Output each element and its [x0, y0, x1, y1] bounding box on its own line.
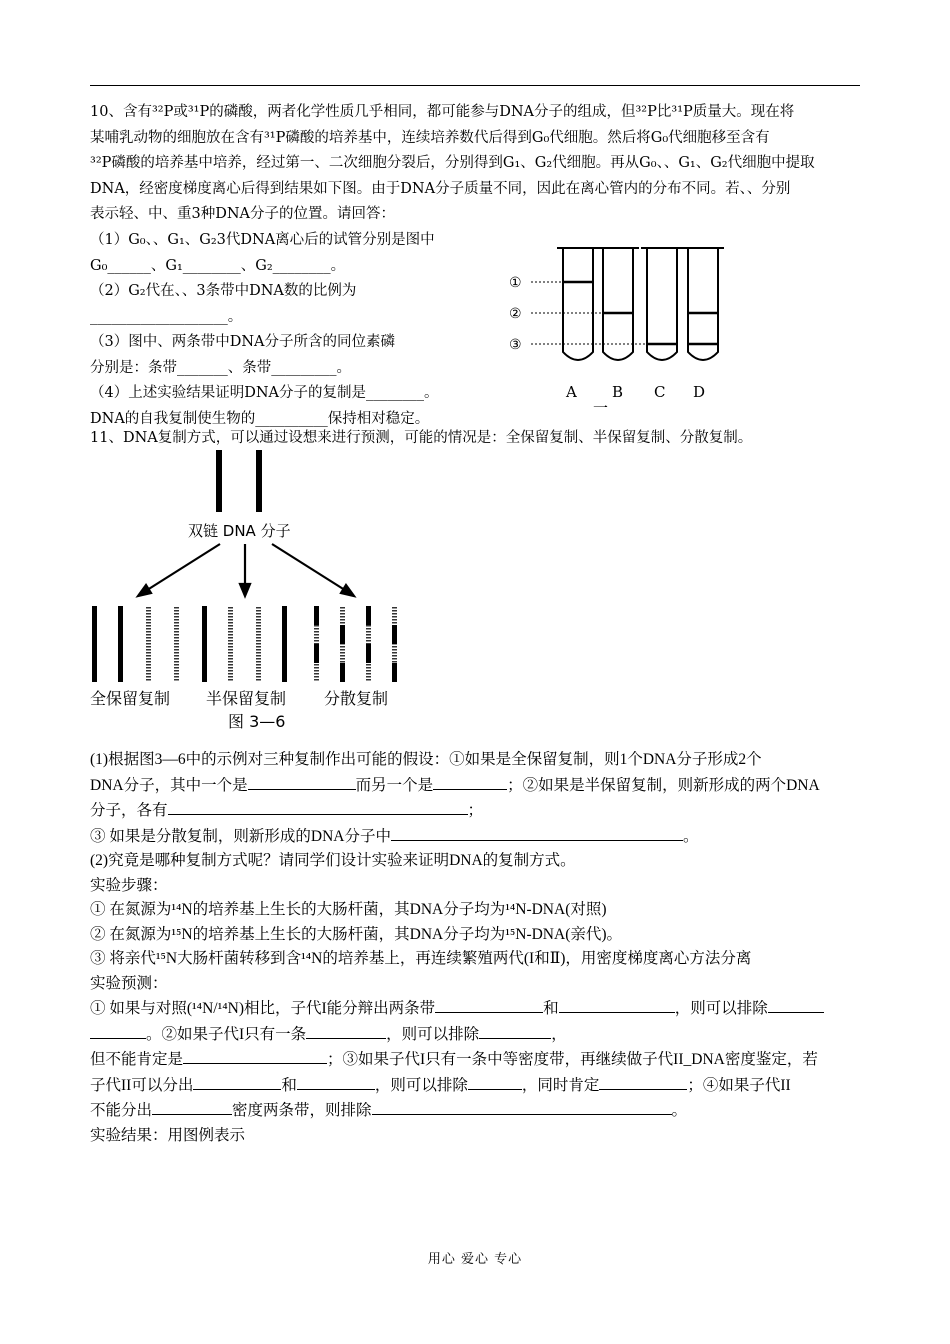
q10-sub2-b: ___________________。 — [90, 308, 243, 325]
blank-exclude-1[interactable] — [768, 996, 824, 1013]
step-1: ① 在氮源为¹⁴N的培养基上生长的大肠杆菌，其DNA分子均为¹⁴N-DNA(对照) — [90, 901, 607, 918]
blank-dispersive[interactable] — [391, 824, 683, 841]
predict-line-1: ① 如果与对照(¹⁴N/¹⁴N)相比，子代I能分辩出两条带 和 ，则可以排除 — [90, 996, 860, 1022]
predict-title: 实验预测： — [90, 974, 168, 992]
q11-p2: (2)究竟是哪种复制方式呢？请同学们设计实验来证明DNA的复制方式。 — [90, 852, 576, 869]
semiconservative-strand-2 — [228, 606, 233, 682]
parent-dna-label: 双链 DNA 分子 — [188, 522, 291, 540]
page-footer: 用心 爱心 专心 — [427, 1252, 523, 1267]
conservative-strand-3 — [146, 606, 151, 682]
label-conservative: 全保留复制 — [90, 689, 171, 708]
blank-uncertain[interactable] — [183, 1047, 327, 1064]
blank-exclude-1-cont[interactable] — [90, 1022, 146, 1039]
replication-figure-3-6 — [80, 448, 410, 738]
blank-gen2-band-2[interactable] — [297, 1073, 375, 1090]
tube-label-c: C — [654, 383, 666, 401]
question-11-intro: 11、DNA复制方式，可以通过设想来进行预测，可能的情况是：全保留复制、半保留复制、分散复制。 — [90, 430, 753, 446]
tube-label-d: D — [693, 383, 706, 401]
step-3: ③ 将亲代¹⁵N大肠杆菌转移到含¹⁴N的培养基上，再连续繁殖两代(I和Ⅱ)，用密度梯度离心方法分离 — [90, 950, 752, 967]
blank-band-2[interactable] — [559, 996, 675, 1013]
q11-p1-line2: DNA分子，其中一个是 而另一个是 ；②如果是半保留复制，则新形成的两个DNA — [90, 773, 860, 799]
semiconservative-strand-1 — [202, 606, 207, 682]
semiconservative-strand-3 — [256, 606, 261, 682]
q10-line-3: ³²P磷酸的培养基中培养，经过第一、二次细胞分裂后，分别得到G₁、G₂代细胞。再从G₀、、G₁、G₂代细胞中提取 — [90, 155, 815, 171]
q11-p1-line4: ③ 如果是分散复制，则新形成的DNA分子中 。 — [90, 824, 860, 850]
conservative-strand-1 — [92, 606, 97, 682]
steps-title: 实验步骤： — [90, 876, 168, 894]
q11-p1-line1: (1)根据图3—6中的示例对三种复制作出可能的假设：①如果是全保留复制，则1个DNA分子形成2个 — [90, 751, 762, 768]
blank-density[interactable] — [152, 1098, 232, 1115]
question-10-stem — [90, 100, 862, 228]
blank-exclude-3[interactable] — [468, 1073, 522, 1090]
blank-exclude-2[interactable] — [479, 1022, 551, 1039]
conservative-strand-4 — [174, 606, 179, 682]
blank-one-band[interactable] — [306, 1022, 386, 1039]
predict-line-3: 但不能肯定是 ；③如果子代I只有一条中等密度带，再继续做子代II_DNA密度鉴定，若 — [90, 1047, 860, 1073]
parent-strand-left — [216, 450, 222, 512]
tube-label-a: A — [566, 383, 577, 401]
marker-2: ② — [509, 306, 522, 322]
label-dispersive: 分散复制 — [324, 689, 389, 708]
centrifuge-tubes-figure — [505, 240, 745, 420]
predict-line-4: 子代II可以分出 和 ，则可以排除 ，同时肯定 ；④如果子代II — [90, 1073, 860, 1099]
blank-semiconservative[interactable] — [168, 798, 468, 815]
tube-b — [603, 248, 633, 360]
semiconservative-strand-4 — [282, 606, 287, 682]
marker-3: ③ — [509, 337, 522, 353]
q10-sub3-b: 分别是：条带_______、条带_________。 — [90, 359, 351, 376]
q10-sub1-a: （1）G₀、、G₁、G₂3代DNA离心后的试管分别是图中 — [90, 232, 435, 248]
dispersive-strands — [314, 606, 397, 682]
tube-a — [563, 248, 593, 360]
tube-caption: 一 — [593, 399, 609, 417]
q10-sub2-a: （2）G₂代在、、3条带中DNA数的比例为 — [90, 283, 357, 299]
predict-line-2: 。②如果子代I只有一条 ，则可以排除 ， — [90, 1022, 860, 1048]
step-2: ② 在氮源为¹⁵N的培养基上生长的大肠杆菌，其DNA分子均为¹⁵N-DNA(亲代)。 — [90, 925, 623, 943]
q10-sub4-b: DNA的自我复制使生物的__________保持相对稳定。 — [90, 410, 430, 427]
blank-gen2-band-1[interactable] — [193, 1073, 281, 1090]
predict-line-5: 不能分出 密度两条带，则排除 。 — [90, 1098, 860, 1124]
blank-exclude-4[interactable] — [372, 1098, 672, 1115]
figure-caption: 图 3—6 — [228, 712, 286, 731]
question-10-subquestions — [90, 228, 490, 432]
conservative-strand-2 — [118, 606, 123, 682]
q10-line-2: 某哺乳动物的细胞放在含有³¹P磷酸的培养基中，连续培养数代后得到G₀代细胞。然后将G₀代细胞移至含有 — [90, 129, 770, 146]
q10-line-4: DNA，经密度梯度离心后得到结果如下图。由于DNA分子质量不同，因此在离心管内的分布不同。若、、分别 — [90, 180, 791, 197]
blank-band-1[interactable] — [435, 996, 543, 1013]
header-rule — [90, 85, 860, 86]
question-11-body — [90, 748, 860, 1148]
marker-1: ① — [509, 275, 522, 291]
blank-conservative-other[interactable] — [433, 773, 507, 790]
q11-p1-line3: 分子，各有 ； — [90, 798, 860, 824]
q10-line-1: 10、含有³²P或³¹P的磷酸，两者化学性质几乎相同，都可能参与DNA分子的组成，但³²P比³¹P质量大。现在将 — [90, 104, 795, 120]
q10-sub1-b: G₀______、G₁________、G₂________。 — [90, 257, 346, 274]
label-semiconservative: 半保留复制 — [206, 689, 287, 708]
result-line: 实验结果：用图例表示 — [90, 1126, 246, 1144]
q10-sub3-a: （3）图中、两条带中DNA分子所含的同位素磷 — [90, 334, 396, 350]
q10-line-5: 表示轻、中、重3种DNA分子的位置。请回答： — [90, 206, 396, 222]
q10-sub4-a: （4）上述实验结果证明DNA分子的复制是________。 — [90, 385, 439, 401]
parent-strand-right — [256, 450, 262, 512]
blank-confirm[interactable] — [599, 1073, 687, 1090]
blank-conservative-one[interactable] — [248, 773, 356, 790]
tube-label-b: B — [612, 383, 624, 401]
